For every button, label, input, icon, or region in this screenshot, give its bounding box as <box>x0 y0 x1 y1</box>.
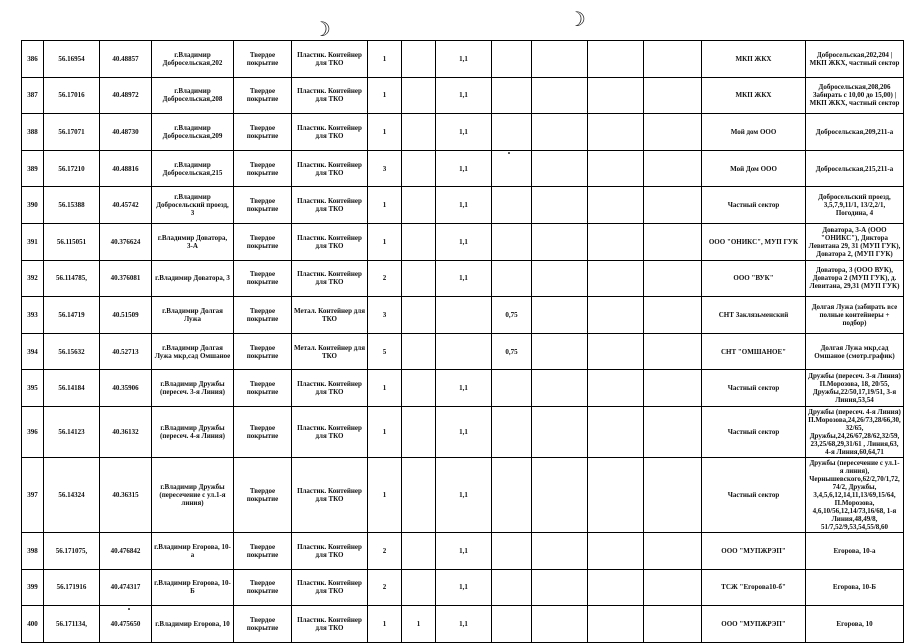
empty-cell <box>532 569 588 606</box>
volume-alt-cell <box>492 41 532 78</box>
empty-cell <box>644 333 702 370</box>
table-row <box>22 114 904 151</box>
table-row <box>22 187 904 224</box>
container-count-cell: 1 <box>368 223 402 260</box>
surface-cell: Твердое покрытие <box>234 223 292 260</box>
empty-cell <box>532 150 588 187</box>
owner-cell: СНТ "ОМШАНОЕ" <box>702 333 806 370</box>
volume-cell: 1,1 <box>436 77 492 114</box>
container-count-cell: 3 <box>368 150 402 187</box>
longitude-cell: 40.45742 <box>100 187 152 224</box>
latitude-cell: 56.114785, <box>44 260 100 297</box>
address-cell: г.Владимир Дружбы (пересеч. 3-я Линия) <box>152 370 234 407</box>
surface-cell: Твердое покрытие <box>234 77 292 114</box>
owner-cell: ООО "МУПЖРЭП" <box>702 532 806 569</box>
empty-cell <box>644 370 702 407</box>
address-cell: г.Владимир Добросельская,215 <box>152 150 234 187</box>
container-type-cell: Пластик. Контейнер для ТКО <box>292 606 368 643</box>
latitude-cell: 56.14324 <box>44 457 100 532</box>
empty-cell <box>644 606 702 643</box>
container-type-cell: Пластик. Контейнер для ТКО <box>292 406 368 457</box>
empty-cell <box>532 606 588 643</box>
volume-cell: 1,1 <box>436 406 492 457</box>
latitude-cell: 56.14184 <box>44 370 100 407</box>
container-count-cell: 1 <box>368 370 402 407</box>
empty-cell <box>532 77 588 114</box>
container-count-cell: 1 <box>368 187 402 224</box>
volume-cell: 1,1 <box>436 41 492 78</box>
row-number: 395 <box>22 370 44 407</box>
sources-cell: Егорова, 10 <box>806 606 904 643</box>
sources-cell: Добросельская,208,206 Забирать с 10,00 до 15,00) | МКП ЖКХ, частный сектор <box>806 77 904 114</box>
empty-cell <box>588 297 644 334</box>
volume-cell: 1,1 <box>436 532 492 569</box>
empty-cell <box>532 114 588 151</box>
surface-cell: Твердое покрытие <box>234 114 292 151</box>
sources-cell: Доватора, 3-А (ООО "ОНИКС"), Диктора Левитана 29, 31 (МУП ГУК), Доватора 2, (МУП ГУК) <box>806 223 904 260</box>
sources-cell: Дружбы (пересеч. 3-я Линия) П.Морозова, 18, 20/55, Дружбы,22/50,17,19/51, 3-я Линия,53,54 <box>806 370 904 407</box>
latitude-cell: 56.171134, <box>44 606 100 643</box>
sources-cell: Добросельская,202,204 | МКП ЖКХ, частный сектор <box>806 41 904 78</box>
container-type-cell: Метал. Контейнер для ТКО <box>292 297 368 334</box>
container-count-cell: 1 <box>368 114 402 151</box>
sources-cell: Доватора, 3 (ООО ВУК), Доватора 2 (МУП ГУК), д. Левитана, 29,31 (МУП ГУК) <box>806 260 904 297</box>
table-row <box>22 333 904 370</box>
longitude-cell: 40.36315 <box>100 457 152 532</box>
empty-cell <box>588 223 644 260</box>
address-cell: г.Владимир Добросельский проезд, 3 <box>152 187 234 224</box>
longitude-cell: 40.48816 <box>100 150 152 187</box>
volume-alt-cell <box>492 406 532 457</box>
extra-count-cell <box>402 41 436 78</box>
row-number: 388 <box>22 114 44 151</box>
volume-cell <box>436 333 492 370</box>
empty-cell <box>532 223 588 260</box>
extra-count-cell <box>402 77 436 114</box>
empty-cell <box>588 457 644 532</box>
waste-sites-table <box>21 40 904 643</box>
row-number: 396 <box>22 406 44 457</box>
container-type-cell: Пластик. Контейнер для ТКО <box>292 260 368 297</box>
empty-cell <box>644 260 702 297</box>
empty-cell <box>644 532 702 569</box>
empty-cell <box>588 606 644 643</box>
container-type-cell: Пластик. Контейнер для ТКО <box>292 532 368 569</box>
row-number: 394 <box>22 333 44 370</box>
empty-cell <box>532 260 588 297</box>
address-cell: г.Владимир Добросельская,208 <box>152 77 234 114</box>
sources-cell: Добросельская,209,211-а <box>806 114 904 151</box>
empty-cell <box>644 223 702 260</box>
extra-count-cell <box>402 370 436 407</box>
table-row <box>22 297 904 334</box>
surface-cell: Твердое покрытие <box>234 532 292 569</box>
row-number: 386 <box>22 41 44 78</box>
empty-cell <box>532 187 588 224</box>
page-mark-right: ☽ <box>568 9 586 31</box>
row-number: 387 <box>22 77 44 114</box>
volume-cell: 1,1 <box>436 606 492 643</box>
table-row <box>22 41 904 78</box>
container-type-cell: Пластик. Контейнер для ТКО <box>292 457 368 532</box>
extra-count-cell <box>402 223 436 260</box>
surface-cell: Твердое покрытие <box>234 370 292 407</box>
table-row <box>22 260 904 297</box>
container-count-cell: 2 <box>368 260 402 297</box>
owner-cell: ТСЖ "Егорова10-б" <box>702 569 806 606</box>
table-row <box>22 406 904 457</box>
volume-cell: 1,1 <box>436 260 492 297</box>
extra-count-cell <box>402 297 436 334</box>
sources-cell: Егорова, 10-а <box>806 532 904 569</box>
empty-cell <box>588 333 644 370</box>
longitude-cell: 40.476842 <box>100 532 152 569</box>
volume-alt-cell <box>492 569 532 606</box>
empty-cell <box>644 114 702 151</box>
address-cell: г.Владимир Егорова, 10-Б <box>152 569 234 606</box>
extra-count-cell <box>402 406 436 457</box>
container-type-cell: Пластик. Контейнер для ТКО <box>292 41 368 78</box>
latitude-cell: 56.171075, <box>44 532 100 569</box>
empty-cell <box>532 457 588 532</box>
empty-cell <box>588 41 644 78</box>
owner-cell: Частный сектор <box>702 370 806 407</box>
volume-alt-cell <box>492 114 532 151</box>
surface-cell: Твердое покрытие <box>234 150 292 187</box>
table-row <box>22 569 904 606</box>
longitude-cell: 40.474317 <box>100 569 152 606</box>
latitude-cell: 56.14719 <box>44 297 100 334</box>
table-row <box>22 532 904 569</box>
empty-cell <box>644 569 702 606</box>
table-row <box>22 370 904 407</box>
address-cell: г.Владимир Доватора, 3-А <box>152 223 234 260</box>
table-row <box>22 223 904 260</box>
empty-cell <box>588 406 644 457</box>
extra-count-cell <box>402 457 436 532</box>
latitude-cell: 56.15388 <box>44 187 100 224</box>
empty-cell <box>588 569 644 606</box>
longitude-cell: 40.36132 <box>100 406 152 457</box>
sources-cell: Долгая Лужа (забирать все полные контейнеры + подбор) <box>806 297 904 334</box>
owner-cell: ООО "ВУК" <box>702 260 806 297</box>
latitude-cell: 56.15632 <box>44 333 100 370</box>
container-type-cell: Пластик. Контейнер для ТКО <box>292 569 368 606</box>
surface-cell: Твердое покрытие <box>234 187 292 224</box>
owner-cell: Частный сектор <box>702 187 806 224</box>
volume-alt-cell <box>492 223 532 260</box>
container-count-cell: 1 <box>368 41 402 78</box>
address-cell: г.Владимир Доватора, 3 <box>152 260 234 297</box>
volume-cell <box>436 297 492 334</box>
owner-cell: МКП ЖКХ <box>702 77 806 114</box>
volume-alt-cell <box>492 187 532 224</box>
longitude-cell: 40.35906 <box>100 370 152 407</box>
empty-cell <box>588 114 644 151</box>
row-number: 389 <box>22 150 44 187</box>
row-number: 400 <box>22 606 44 643</box>
extra-count-cell <box>402 260 436 297</box>
empty-cell <box>644 41 702 78</box>
empty-cell <box>532 297 588 334</box>
sources-cell: Дружбы (пересеч. 4-я Линия) П.Морозова,24,26/73,28/66,30,32/65, Дружбы,24,26/67,28/62,32/59,23,25/68,29,31/61 , Линия,63, 4-я Линия,60,64,71 <box>806 406 904 457</box>
sources-cell: Егорова, 10-Б <box>806 569 904 606</box>
container-type-cell: Пластик. Контейнер для ТКО <box>292 223 368 260</box>
volume-alt-cell: 0,75 <box>492 297 532 334</box>
owner-cell: Частный сектор <box>702 406 806 457</box>
row-number: 399 <box>22 569 44 606</box>
extra-count-cell <box>402 150 436 187</box>
latitude-cell: 56.17210 <box>44 150 100 187</box>
table-row <box>22 606 904 643</box>
empty-cell <box>588 532 644 569</box>
owner-cell: МКП ЖКХ <box>702 41 806 78</box>
surface-cell: Твердое покрытие <box>234 569 292 606</box>
row-number: 391 <box>22 223 44 260</box>
address-cell: г.Владимир Долгая Лужа мкр,сад Омшаное <box>152 333 234 370</box>
surface-cell: Твердое покрытие <box>234 41 292 78</box>
empty-cell <box>644 297 702 334</box>
extra-count-cell <box>402 114 436 151</box>
table-row <box>22 77 904 114</box>
address-cell: г.Владимир Егорова, 10 <box>152 606 234 643</box>
table-row <box>22 457 904 532</box>
address-cell: г.Владимир Добросельская,202 <box>152 41 234 78</box>
owner-cell: Мой Дом ООО <box>702 150 806 187</box>
volume-alt-cell <box>492 370 532 407</box>
longitude-cell: 40.475650 <box>100 606 152 643</box>
empty-cell <box>644 77 702 114</box>
volume-alt-cell <box>492 150 532 187</box>
volume-alt-cell <box>492 532 532 569</box>
volume-cell: 1,1 <box>436 114 492 151</box>
container-type-cell: Пластик. Контейнер для ТКО <box>292 370 368 407</box>
volume-alt-cell <box>492 77 532 114</box>
empty-cell <box>532 41 588 78</box>
owner-cell: СНТ Заклязьменский <box>702 297 806 334</box>
surface-cell: Твердое покрытие <box>234 333 292 370</box>
container-count-cell: 3 <box>368 297 402 334</box>
longitude-cell: 40.51509 <box>100 297 152 334</box>
sources-cell: Добросельская,215,211-а <box>806 150 904 187</box>
container-type-cell: Пластик. Контейнер для ТКО <box>292 77 368 114</box>
container-type-cell: Пластик. Контейнер для ТКО <box>292 114 368 151</box>
container-count-cell: 1 <box>368 77 402 114</box>
latitude-cell: 56.17016 <box>44 77 100 114</box>
empty-cell <box>588 370 644 407</box>
empty-cell <box>532 333 588 370</box>
owner-cell: Мой дом ООО <box>702 114 806 151</box>
extra-count-cell <box>402 532 436 569</box>
owner-cell: ООО "ОНИКС", МУП ГУК <box>702 223 806 260</box>
surface-cell: Твердое покрытие <box>234 297 292 334</box>
empty-cell <box>644 406 702 457</box>
latitude-cell: 56.17071 <box>44 114 100 151</box>
sources-cell: Дружбы (пересечение с ул.1-я линия), Чернышевского,62/2,70/1,72,74/2, Дружбы, 3,4,5,6,12,14,11,13/69,15/64, П.Морозова, 4,6,10/56,12,14/73,16/68, 1-я Линия,48,49/8, 51/7,52/9,53,54,55/8,60 <box>806 457 904 532</box>
latitude-cell: 56.16954 <box>44 41 100 78</box>
volume-cell: 1,1 <box>436 187 492 224</box>
volume-alt-cell: 0,75 <box>492 333 532 370</box>
owner-cell: ООО "МУПЖРЭП" <box>702 606 806 643</box>
row-number: 397 <box>22 457 44 532</box>
container-count-cell: 1 <box>368 457 402 532</box>
volume-cell: 1,1 <box>436 223 492 260</box>
extra-count-cell <box>402 569 436 606</box>
latitude-cell: 56.115051 <box>44 223 100 260</box>
row-number: 390 <box>22 187 44 224</box>
container-count-cell: 1 <box>368 406 402 457</box>
empty-cell <box>588 150 644 187</box>
longitude-cell: 40.376624 <box>100 223 152 260</box>
container-count-cell: 2 <box>368 569 402 606</box>
surface-cell: Твердое покрытие <box>234 260 292 297</box>
empty-cell <box>532 370 588 407</box>
longitude-cell: 40.48730 <box>100 114 152 151</box>
table-row <box>22 150 904 187</box>
empty-cell <box>644 150 702 187</box>
longitude-cell: 40.48857 <box>100 41 152 78</box>
volume-cell: 1,1 <box>436 457 492 532</box>
address-cell: г.Владимир Долгая Лужа <box>152 297 234 334</box>
latitude-cell: 56.171916 <box>44 569 100 606</box>
empty-cell <box>532 532 588 569</box>
longitude-cell: 40.48972 <box>100 77 152 114</box>
empty-cell <box>588 260 644 297</box>
row-number: 398 <box>22 532 44 569</box>
volume-cell: 1,1 <box>436 370 492 407</box>
address-cell: г.Владимир Егорова, 10-а <box>152 532 234 569</box>
page-mark-left: ☽ <box>313 19 331 41</box>
extra-count-cell: 1 <box>402 606 436 643</box>
row-number: 392 <box>22 260 44 297</box>
volume-alt-cell <box>492 457 532 532</box>
extra-count-cell <box>402 187 436 224</box>
surface-cell: Твердое покрытие <box>234 457 292 532</box>
empty-cell <box>588 77 644 114</box>
address-cell: г.Владимир Дружбы (пересечение с ул.1-я линия) <box>152 457 234 532</box>
address-cell: г.Владимир Дружбы (пересеч. 4-я Линия) <box>152 406 234 457</box>
volume-alt-cell <box>492 606 532 643</box>
longitude-cell: 40.52713 <box>100 333 152 370</box>
container-type-cell: Пластик. Контейнер для ТКО <box>292 187 368 224</box>
owner-cell: Частный сектор <box>702 457 806 532</box>
empty-cell <box>644 187 702 224</box>
longitude-cell: 40.376081 <box>100 260 152 297</box>
address-cell: г.Владимир Добросельская,209 <box>152 114 234 151</box>
row-number: 393 <box>22 297 44 334</box>
extra-count-cell <box>402 333 436 370</box>
container-type-cell: Пластик. Контейнер для ТКО <box>292 150 368 187</box>
container-type-cell: Метал. Контейнер для ТКО <box>292 333 368 370</box>
container-count-cell: 5 <box>368 333 402 370</box>
empty-cell <box>644 457 702 532</box>
empty-cell <box>588 187 644 224</box>
container-count-cell: 2 <box>368 532 402 569</box>
table-body <box>22 41 904 643</box>
latitude-cell: 56.14123 <box>44 406 100 457</box>
volume-cell: 1,1 <box>436 569 492 606</box>
volume-cell: 1,1 <box>436 150 492 187</box>
sources-cell: Добросельский проезд, 3,5,7,9,11/1, 13/2,2/1, Погодина, 4 <box>806 187 904 224</box>
container-count-cell: 1 <box>368 606 402 643</box>
sources-cell: Долгая Лужа мкр,сад Омшаное (смотр.график) <box>806 333 904 370</box>
surface-cell: Твердое покрытие <box>234 606 292 643</box>
volume-alt-cell <box>492 260 532 297</box>
empty-cell <box>532 406 588 457</box>
surface-cell: Твердое покрытие <box>234 406 292 457</box>
